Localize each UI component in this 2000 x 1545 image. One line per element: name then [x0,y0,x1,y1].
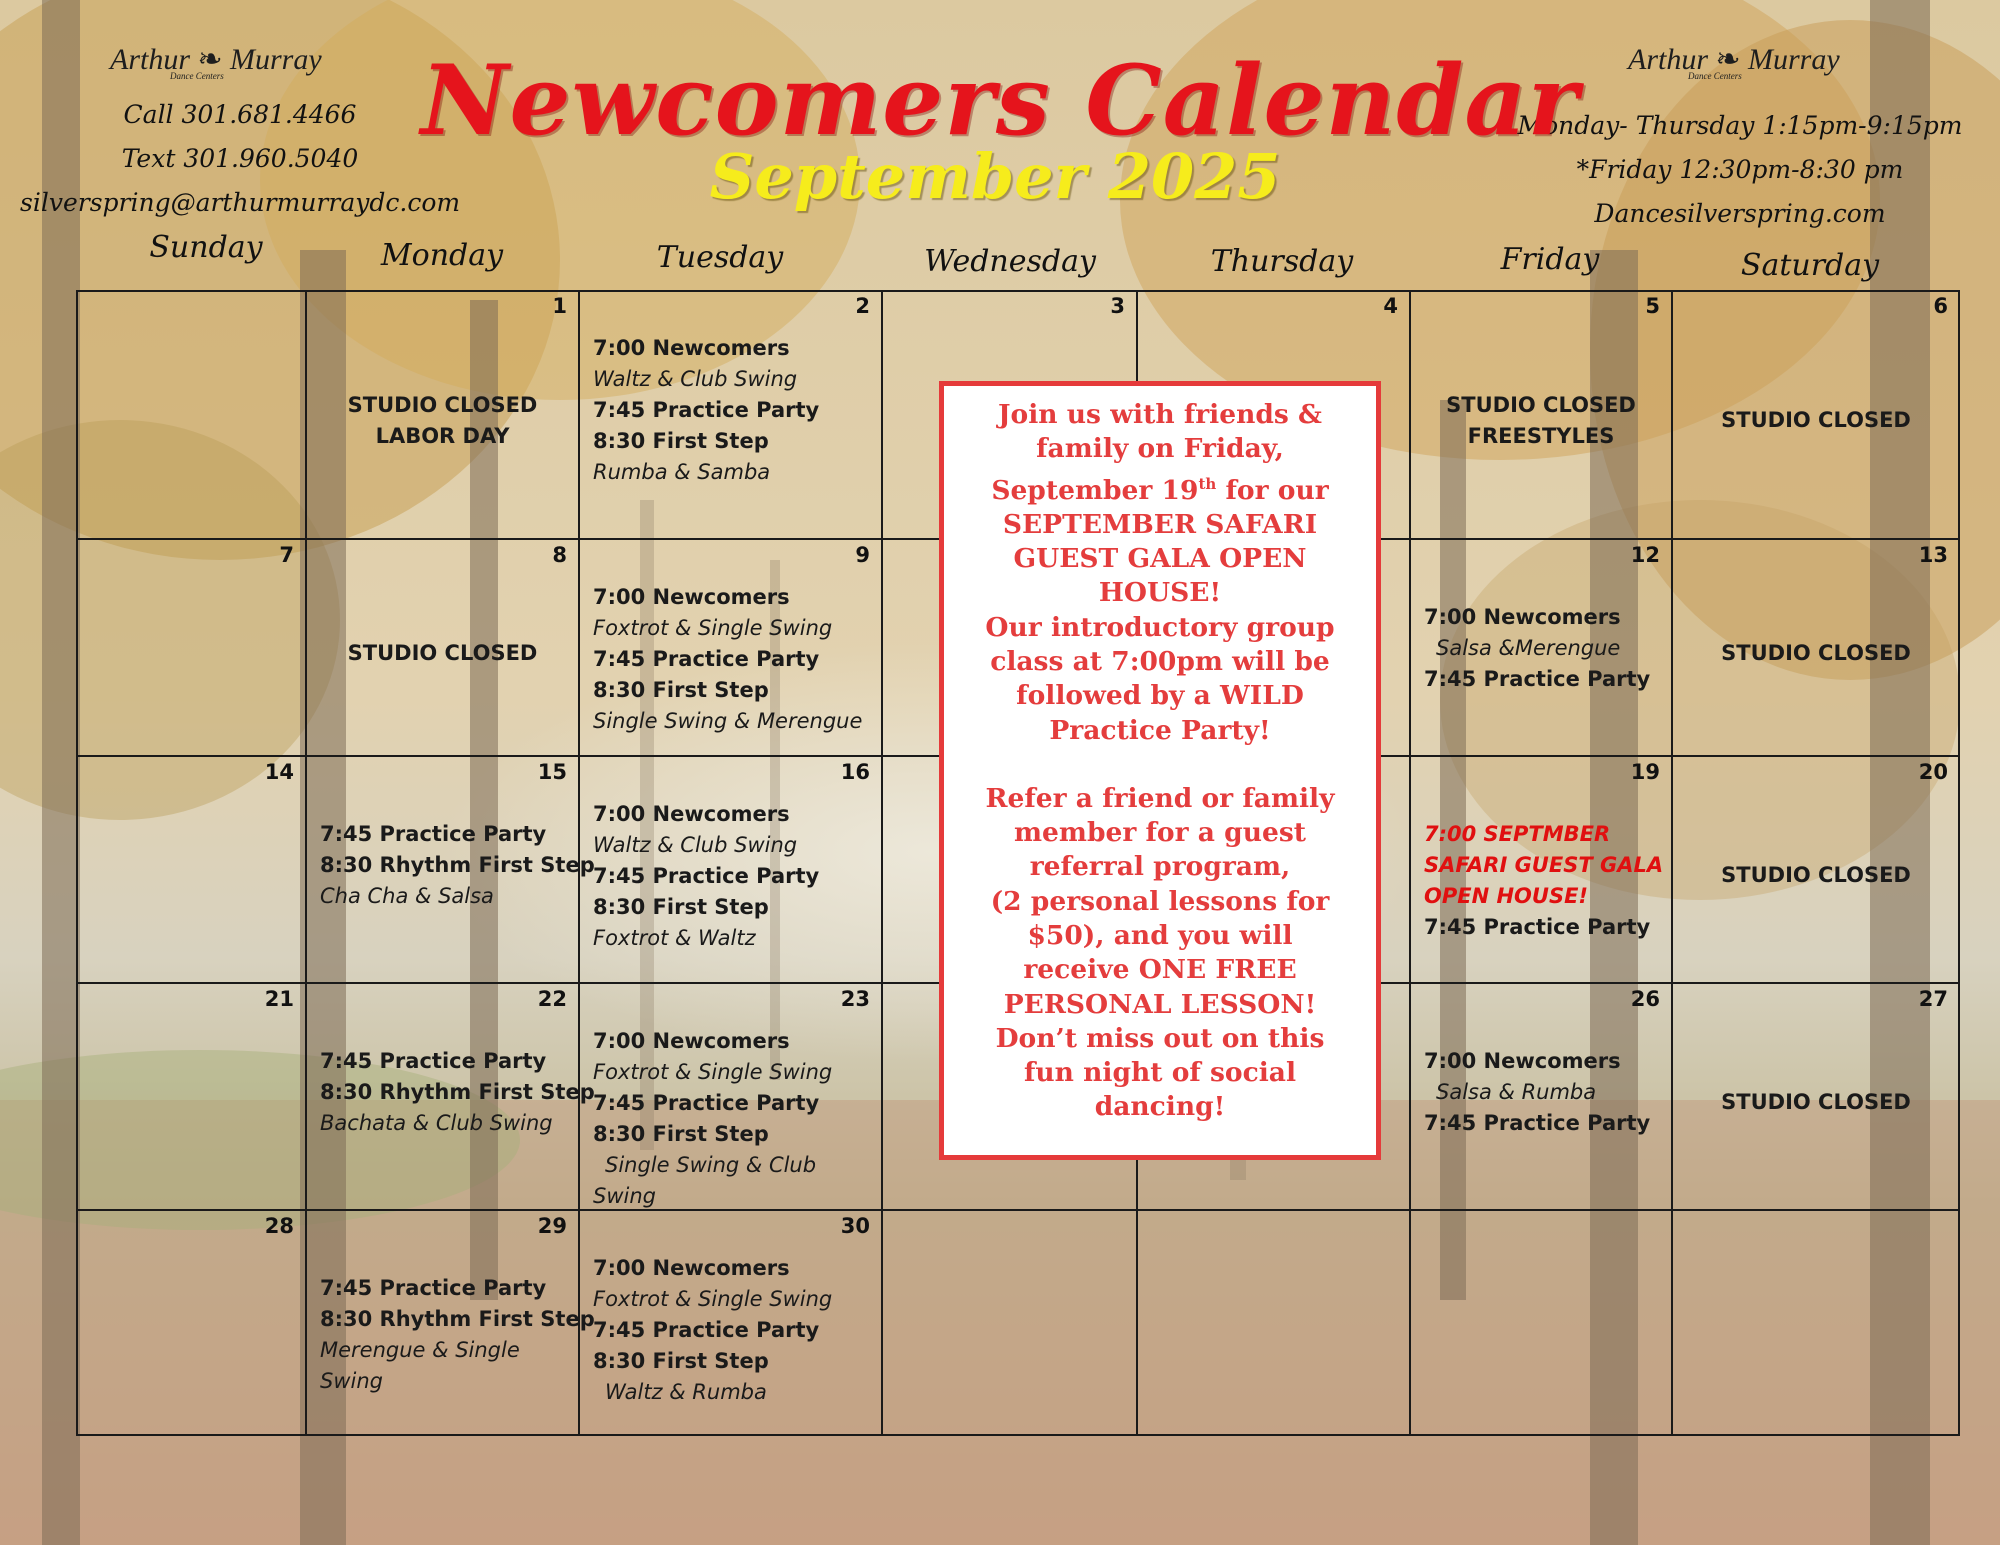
logo-word-arthur: Arthur [110,43,191,76]
studio-closed-note [1672,638,1960,669]
closed-line: STUDIO CLOSED [1721,641,1911,665]
event-item: 7:00 Newcomers [1424,605,1621,629]
event-item: 7:45 Practice Party [593,864,820,888]
day-cell [1410,539,1672,756]
day-number: 14 [264,760,294,784]
event-item: 7:45 Practice Party [1424,667,1651,691]
announcement-line: Practice Party! [1049,714,1271,746]
event-item: 7:45 Practice Party [320,1276,547,1300]
event-list [1424,819,1662,943]
event-item: 8:30 Rhythm First Step [320,853,595,877]
hours-friday: *Friday 12:30pm-8:30 pm [1576,155,1904,184]
dance-styles: Foxtrot & Single Swing [593,1287,833,1311]
announcement-line: HOUSE! [1098,577,1222,609]
event-item: 7:45 Practice Party [593,647,820,671]
day-number: 8 [552,543,567,567]
dancer-icon: ❧ [1715,43,1741,76]
event-list [320,1273,595,1397]
event-item: 8:30 Rhythm First Step [320,1080,595,1104]
dance-styles: Foxtrot & Single Swing [593,1060,833,1084]
day-number: 23 [840,987,870,1011]
day-cell [306,1210,595,1436]
day-number: 7 [279,543,294,567]
logo-word-murray: Murray [1748,43,1840,76]
event-item: 7:00 Newcomers [593,1256,790,1280]
event-list [593,1026,872,1212]
event-item: 7:45 Practice Party [593,1318,820,1342]
website-link[interactable]: Dancesilverspring.com [1594,199,1886,228]
dance-styles: Swing [320,1369,383,1393]
day-number: 29 [537,1214,567,1238]
studio-closed-note [1672,405,1960,436]
day-cell [306,756,595,983]
day-number: 20 [1918,760,1948,784]
day-number: 27 [1918,987,1948,1011]
announcement-line: member for a guest [1014,817,1306,849]
day-number: 4 [1383,294,1398,318]
phone-text: Text 301.960.5040 [121,144,359,173]
day-cell [579,539,882,756]
day-number: 30 [840,1214,870,1238]
day-number: 22 [537,987,567,1011]
event-item: 7:00 Newcomers [593,585,790,609]
event-item: SAFARI GUEST GALA [1424,853,1664,877]
day-cell [1672,756,1960,983]
announcement-line: PERSONAL LESSON! [1003,988,1317,1020]
day-header-friday: Friday [1500,242,1600,277]
day-number: 19 [1630,760,1660,784]
announcement-line: $50), and you will [1027,919,1293,951]
day-number: 2 [855,294,870,318]
day-cell [882,1210,1137,1436]
day-number: 15 [537,760,567,784]
event-item: 7:45 Practice Party [593,1091,820,1115]
day-number: 5 [1645,294,1660,318]
announcement-date-tail: for our [1216,474,1329,506]
day-cell [579,983,882,1210]
day-header-thursday: Thursday [1210,244,1354,279]
day-number: 12 [1630,543,1660,567]
day-cell [306,290,579,539]
announcement-date: September 19 [991,474,1199,506]
dance-styles: Bachata & Club Swing [320,1111,553,1135]
studio-closed-note [1410,390,1672,452]
announcement-line: GUEST GALA OPEN [1013,543,1307,575]
event-item: 8:30 First Step [593,678,769,702]
day-cell [1672,1210,1960,1436]
announcement-line: referral program, [1029,851,1291,883]
dance-styles: Foxtrot & Single Swing [593,616,833,640]
announcement-line: followed by a WILD [1016,680,1304,712]
closed-line: STUDIO CLOSED [1721,863,1911,887]
day-cell [579,1210,882,1436]
phone-call: Call 301.681.4466 [123,100,357,129]
event-item: 7:45 Practice Party [1424,915,1651,939]
announcement-line: Our introductory group [985,611,1335,643]
event-list [593,333,872,488]
event-list [593,1253,872,1408]
dance-styles: Cha Cha & Salsa [320,884,494,908]
logo-small-text: Dance Centers [1688,71,1742,81]
logo-word-murray: Murray [230,43,322,76]
event-item: 8:30 First Step [593,1122,769,1146]
event-item: 8:30 First Step [593,429,769,453]
closed-line: STUDIO CLOSED [1446,392,1636,417]
day-cell [1672,983,1960,1210]
event-item: 7:45 Practice Party [320,822,547,846]
day-number: 26 [1630,987,1660,1011]
day-cell [1672,290,1960,539]
event-item: 7:00 Newcomers [593,1029,790,1053]
announcement-line: fun night of social [1023,1057,1297,1089]
dance-styles: Rumba & Samba [593,460,771,484]
day-number: 6 [1933,294,1948,318]
page-title: Newcomers Calendar [420,44,1580,157]
day-header-tuesday: Tuesday [656,240,784,275]
event-item: 7:45 Practice Party [320,1049,547,1073]
studio-closed-note [1672,860,1960,891]
announcement-paragraph-1 [956,398,1364,748]
event-item: 8:30 First Step [593,1349,769,1373]
day-cell [1672,539,1960,756]
event-list [1424,1046,1662,1139]
event-item: 7:45 Practice Party [1424,1111,1651,1135]
day-cell [1410,756,1672,983]
event-item: 7:00 Newcomers [593,802,790,826]
day-header-sunday: Sunday [149,230,263,265]
page-subtitle: September 2025 [709,140,1281,213]
closed-line: STUDIO CLOSED [347,392,538,417]
event-item: OPEN HOUSE! [1424,884,1589,908]
announcement-line: SEPTEMBER SAFARI [1002,508,1318,540]
email-address[interactable]: silverspring@arthurmurraydc.com [20,188,461,217]
day-number: 3 [1110,294,1125,318]
closed-line: STUDIO CLOSED [1721,1090,1911,1114]
dancer-icon: ❧ [197,43,223,76]
day-header-saturday: Saturday [1740,248,1880,283]
day-cell [76,290,306,539]
studio-closed-note [306,390,579,452]
announcement-line: receive ONE FREE [1023,954,1297,986]
dance-styles: Foxtrot & Waltz [593,926,756,950]
day-cell [579,290,882,539]
announcement-line: dancing! [1094,1091,1226,1123]
dance-styles: Waltz & Club Swing [593,833,798,857]
day-cell [306,539,579,756]
logo-word-arthur: Arthur [1628,43,1709,76]
announcement-paragraph-2 [956,782,1364,1125]
day-cell [76,983,306,1210]
day-header-monday: Monday [380,238,504,273]
guest-gala-announcement [939,381,1381,1160]
day-cell [1410,290,1672,539]
logo-small-text: Dance Centers [170,71,224,81]
event-list [1424,602,1662,695]
day-cell [1137,1210,1410,1436]
day-cell [306,983,595,1210]
closed-line: STUDIO CLOSED [347,641,538,665]
dance-styles: Swing [593,1184,656,1208]
day-header-wednesday: Wednesday [924,244,1096,279]
hours-mon-thu: Monday- Thursday 1:15pm-9:15pm [1517,111,1963,140]
closed-line: LABOR DAY [375,423,510,448]
announcement-line: (2 personal lessons for [990,885,1330,917]
event-item: 7:00 Newcomers [593,336,790,360]
event-list [593,582,872,737]
event-item: 8:30 Rhythm First Step [320,1307,595,1331]
announcement-line: class at 7:00pm will be [990,645,1330,677]
day-cell [76,539,306,756]
day-number: 9 [855,543,870,567]
event-item: 7:00 Newcomers [1424,1049,1621,1073]
dance-styles: Single Swing & Merengue [593,709,863,733]
dance-styles: Salsa &Merengue [1436,636,1621,660]
day-cell [1410,1210,1672,1436]
closed-line: STUDIO CLOSED [1721,408,1911,432]
announcement-line: Join us with friends & [998,399,1322,430]
event-item: 8:30 First Step [593,895,769,919]
day-number: 1 [552,294,567,318]
studio-closed-note [306,638,579,669]
dance-styles: Waltz & Rumba [605,1380,767,1404]
event-list [320,1046,595,1139]
day-number: 28 [264,1214,294,1238]
dance-styles: Single Swing & Club [605,1153,817,1177]
event-list [320,819,595,912]
announcement-line: Don’t miss out on this [995,1022,1325,1054]
event-list [593,799,872,954]
dance-styles: Waltz & Club Swing [593,367,798,391]
day-cell [76,756,306,983]
day-cell [579,756,882,983]
day-number: 16 [840,760,870,784]
event-item: 7:00 SEPTMBER [1424,822,1611,846]
announcement-line [956,467,1364,508]
event-item: 7:45 Practice Party [593,398,820,422]
announcement-line: Refer a friend or family [985,782,1335,814]
day-number: 13 [1918,543,1948,567]
day-cell [76,1210,306,1436]
studio-closed-note [1672,1087,1960,1118]
announcement-line: family on Friday, [1036,433,1284,465]
closed-line: FREESTYLES [1467,423,1615,448]
dance-styles: Merengue & Single [320,1338,520,1362]
day-cell [1410,983,1672,1210]
ordinal-suffix: th [1198,474,1217,493]
day-number: 21 [264,987,294,1011]
dance-styles: Salsa & Rumba [1436,1080,1597,1104]
